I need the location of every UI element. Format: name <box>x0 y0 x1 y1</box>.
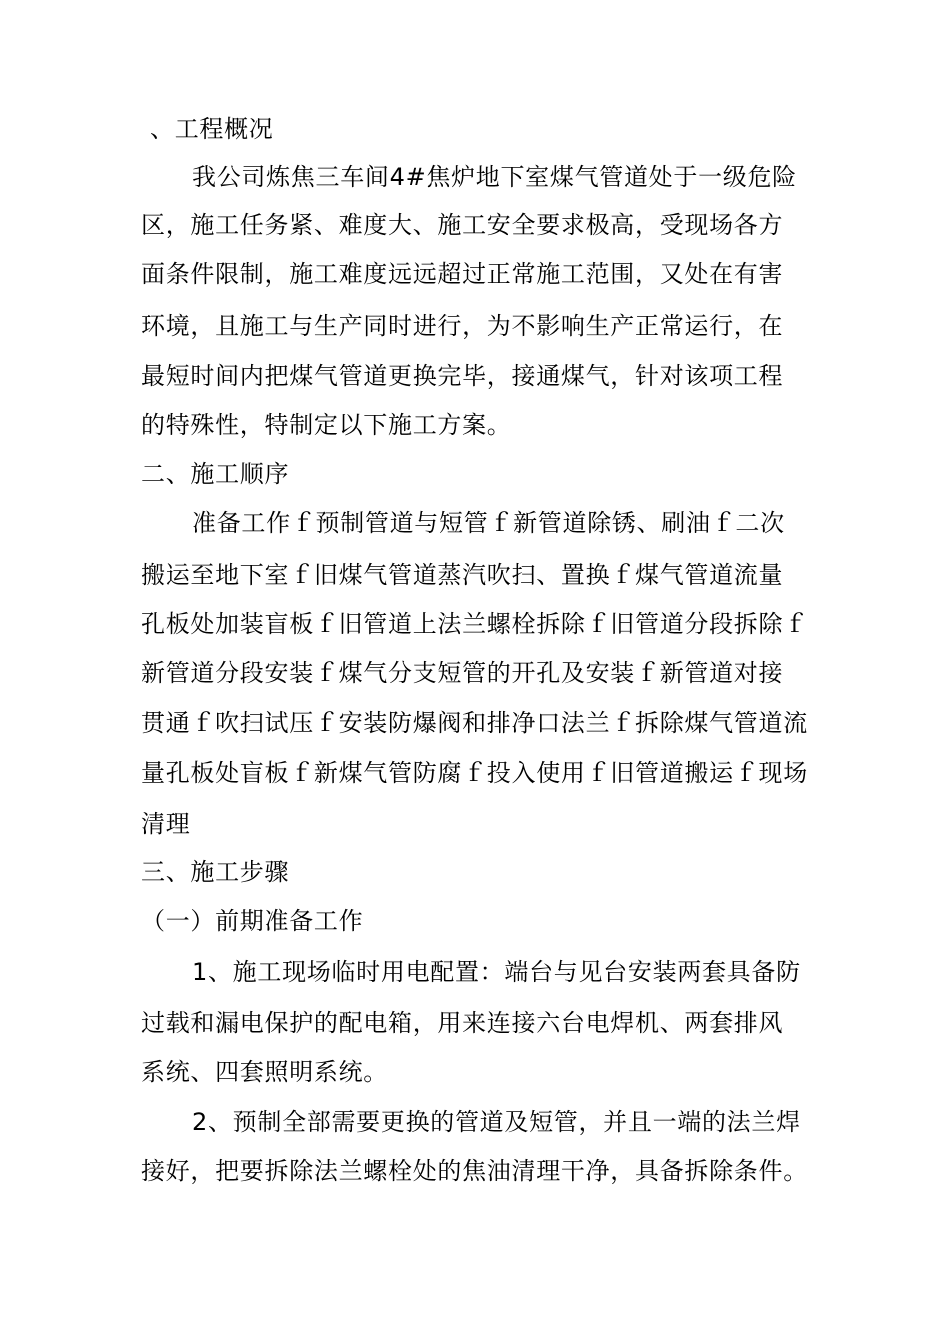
list-item-line: 2、预制全部需要更换的管道及短管，并且一端的法兰焊 <box>192 1108 801 1136</box>
section-heading-steps: 三、施工步骤 <box>141 858 290 886</box>
paragraph-line: 区，施工任务紧、难度大、施工安全要求极高，受现场各方 <box>141 211 784 239</box>
paragraph-line: 量孔板处盲板ｆ新煤气管防腐ｆ投入使用ｆ旧管道搬运ｆ现场 <box>141 759 808 787</box>
paragraph-line: 清理 <box>141 810 191 838</box>
section-heading-overview: 、工程概况 <box>150 115 274 143</box>
paragraph-line: 孔板处加装盲板ｆ旧管道上法兰螺栓拆除ｆ旧管道分段拆除ｆ <box>141 610 808 638</box>
paragraph-line: 的特殊性，特制定以下施工方案。 <box>141 411 512 439</box>
paragraph-line: 我公司炼焦三车间4#焦炉地下室煤气管道处于一级危险 <box>192 163 797 191</box>
list-item-line: 过载和漏电保护的配电箱，用来连接六台电焊机、两套排风 <box>141 1009 784 1037</box>
paragraph-line: 新管道分段安装ｆ煤气分支短管的开孔及安装ｆ新管道对接 <box>141 659 784 687</box>
subsection-heading-preparation: （一）前期准备工作 <box>141 907 364 935</box>
paragraph-line: 环境，且施工与生产同时进行，为不影响生产正常运行，在 <box>141 312 784 340</box>
paragraph-line: 最短时间内把煤气管道更换完毕，接通煤气，针对该项工程 <box>141 362 784 390</box>
section-heading-sequence: 二、施工顺序 <box>141 460 290 488</box>
paragraph-line: 准备工作ｆ预制管道与短管ｆ新管道除锈、刷油ｆ二次 <box>192 509 785 537</box>
paragraph-line: 贯通ｆ吹扫试压ｆ安装防爆阀和排净口法兰ｆ拆除煤气管道流 <box>141 709 808 737</box>
paragraph-line: 搬运至地下室ｆ旧煤气管道蒸汽吹扫、置换ｆ煤气管道流量 <box>141 561 784 589</box>
list-item-line: 1、施工现场临时用电配置：端台与见台安装两套具备防 <box>192 958 801 986</box>
list-item-line: 接好，把要拆除法兰螺栓处的焦油清理干净，具备拆除条件。 <box>141 1157 808 1185</box>
paragraph-line: 面条件限制，施工难度远远超过正常施工范围，又处在有害 <box>141 260 784 288</box>
list-item-line: 系统、四套照明系统。 <box>141 1058 388 1086</box>
